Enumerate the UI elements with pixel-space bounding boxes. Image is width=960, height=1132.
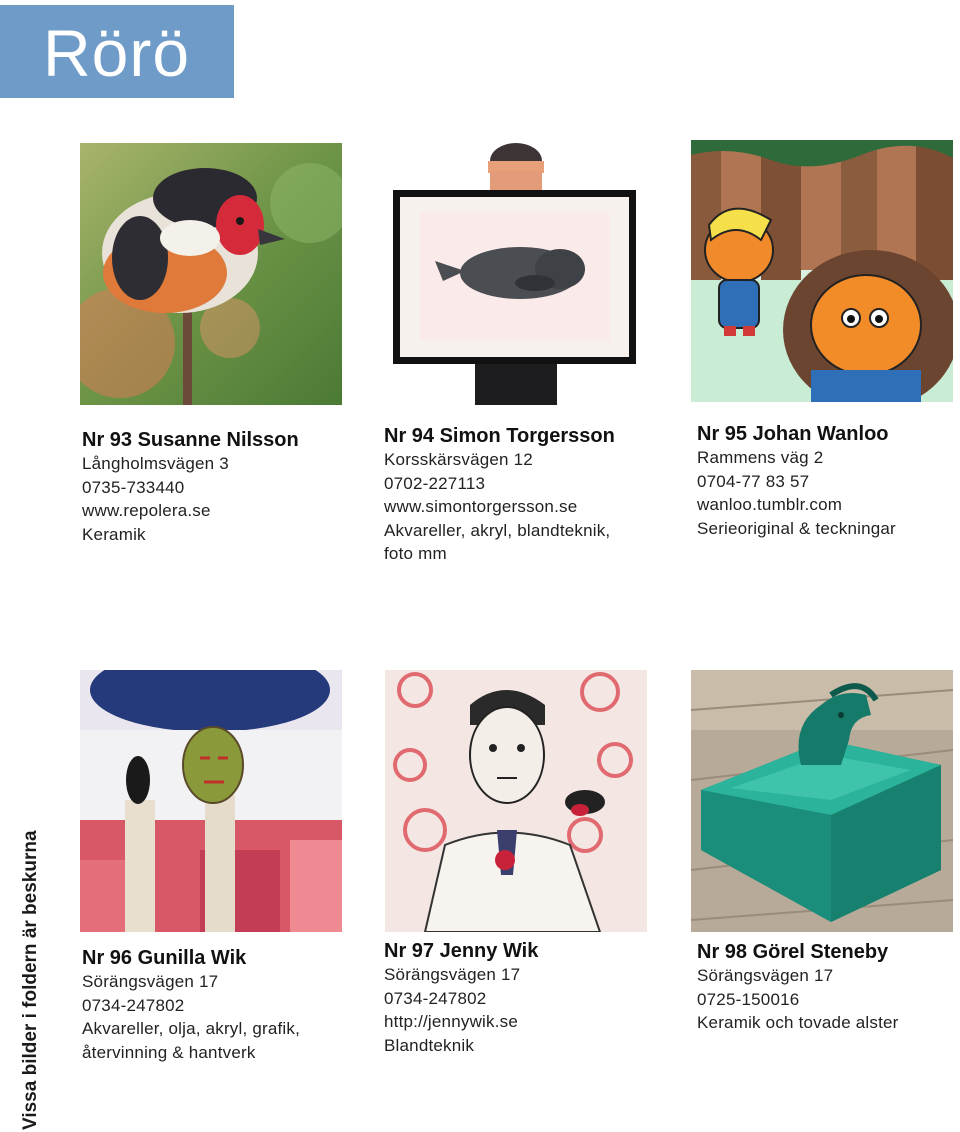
artist-entry-97 xyxy=(384,939,646,1057)
artist-entry-96 xyxy=(82,946,344,1064)
artist-technique: Keramik och tovade alster xyxy=(697,1013,899,1032)
artist-phone: 0734-247802 xyxy=(384,988,487,1008)
artwork-image-97 xyxy=(385,670,647,932)
artist-phone: 0735-733440 xyxy=(82,477,185,497)
artist-technique: Serieoriginal & teckningar xyxy=(697,518,896,538)
artist-technique: Akvareller, olja, akryl, grafik, xyxy=(82,1019,301,1038)
artist-technique-cont: återvinning & hantverk xyxy=(82,1042,256,1062)
artist-phone: 0704-77 83 57 xyxy=(697,471,810,491)
artist-phone: 0702-227113 xyxy=(384,473,486,493)
artist-address: Långholmsvägen 3 xyxy=(82,454,229,473)
artist-technique: Keramik xyxy=(82,524,146,544)
artwork-image-96 xyxy=(80,670,342,932)
artist-website: www.repolera.se xyxy=(82,501,211,520)
artist-phone: 0734-247802 xyxy=(82,995,185,1015)
artist-name: Nr 95 Johan Wanloo xyxy=(697,423,889,445)
artwork-image-95 xyxy=(691,140,953,402)
artist-name: Nr 98 Görel Steneby xyxy=(697,941,889,963)
artist-entry-95 xyxy=(697,422,959,540)
artist-address: Sörängsvägen 17 xyxy=(697,966,834,985)
artist-website: www.simontorgersson.se xyxy=(384,497,578,516)
artist-address: Rammens väg 2 xyxy=(697,448,824,467)
artwork-image-98 xyxy=(691,670,953,932)
artist-name: Nr 96 Gunilla Wik xyxy=(82,947,247,969)
cropping-note: Vissa bilder i foldern är beskurna xyxy=(20,830,41,1130)
artist-technique: Blandteknik xyxy=(384,1035,475,1055)
artist-entry-93 xyxy=(82,428,344,546)
title-banner xyxy=(0,5,234,98)
artist-entry-94 xyxy=(384,424,646,566)
artist-address: Sörängsvägen 17 xyxy=(82,972,219,991)
artist-technique-cont: foto mm xyxy=(384,544,447,563)
artist-website: http://jennywik.se xyxy=(384,1012,518,1031)
artist-name: Nr 94 Simon Torgersson xyxy=(384,425,615,447)
artist-website: wanloo.tumblr.com xyxy=(697,495,843,514)
artist-entry-98 xyxy=(697,940,959,1035)
artist-address: Korsskärsvägen 12 xyxy=(384,450,533,469)
artist-address: Sörängsvägen 17 xyxy=(384,965,521,984)
artist-phone: 0725-150016 xyxy=(697,989,800,1009)
artist-technique: Akvareller, akryl, blandteknik, xyxy=(384,520,611,540)
artwork-image-93 xyxy=(80,143,342,405)
artist-name: Nr 93 Susanne Nilsson xyxy=(82,429,299,451)
artwork-image-94 xyxy=(385,143,647,405)
artist-name: Nr 97 Jenny Wik xyxy=(384,940,539,962)
page-title: Rörö xyxy=(43,16,191,90)
